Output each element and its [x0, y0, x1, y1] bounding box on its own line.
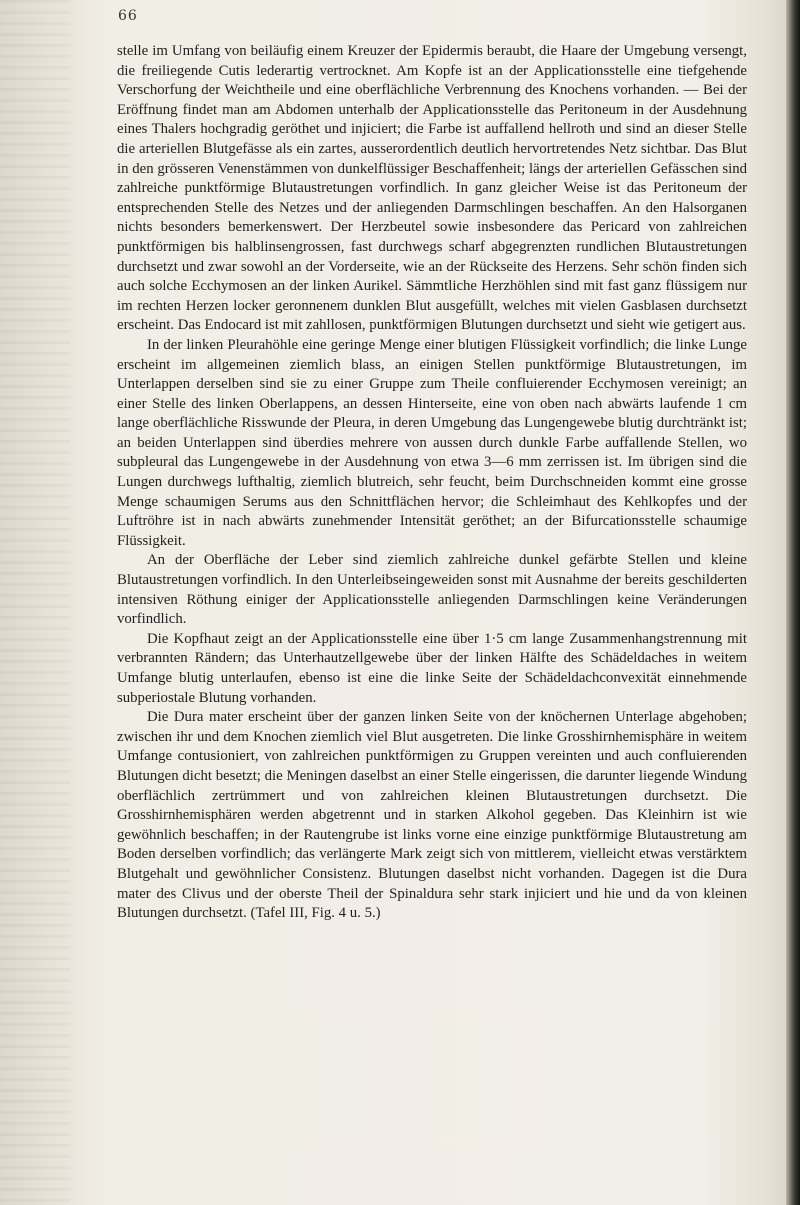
paragraph: Die Dura mater erscheint über der ganzen linken Seite von der knöchernen Unterlage abgehoben; zwischen ihr und dem Knochen ziemlich viel Blut ausgetreten. Die linke Grosshirnhemisphäre in weitem Umfange contusioniert, von zahlreichen punktförmigen zu Gruppen vereinten und auch confluierenden Blutungen dicht besetzt; die Meningen daselbst an einer Stelle eingerissen, die darunter liegende Windung oberflächlich zertrümmert und von zahlreichen kleinen Blutaustretungen durchsetzt. Die Grosshirnhemisphären werden abgetrennt und in starken Alkohol gegeben. Das Kleinhirn ist wie gewöhnlich beschaffen; in der Rautengrube ist links vorne eine einzige punktförmige Blutaustretung am Boden derselben vorfindlich; das verlängerte Mark zeigt sich von mittlerem, vielleicht etwas verstärktem Blutgehalt und gewöhnlicher Consistenz. Blutungen daselbst nicht vorhanden. Dagegen ist die Dura mater des Clivus und der oberste Theil der Spinaldura sehr stark injiciert und hie und da von kleinen Blutungen durchsetzt. (Tafel III, Fig. 4 u. 5.)	[117, 709, 747, 922]
page-edge-dark	[786, 0, 800, 1205]
paragraph: Die Kopfhaut zeigt an der Applicationsstelle eine über 1·5 cm lange Zusammenhangstrennung mit verbrannten Rändern; das Unterhautzellgewebe über der linken Hälfte des Schädeldaches in weitem Umfange blutig unterlaufen, ebenso ist eine die linke Seite der Schädeldachconvexität einnehmende subperiostale Blutung vorhanden.	[117, 630, 747, 706]
page-gutter-shadow	[0, 0, 70, 1205]
paragraph: An der Oberfläche der Leber sind ziemlich zahlreiche dunkel gefärbte Stellen und kleine Blutaustretungen vorfindlich. In den Unterleibseingeweiden sonst mit Ausnahme der bereits geschilderten intensiven Röthung einiger der Applicationsstelle anliegenden Darmschlingen keine Veränderungen vorfindlich.	[117, 552, 747, 628]
paragraph: In der linken Pleurahöhle eine geringe Menge einer blutigen Flüssigkeit vorfindlich; die linke Lunge erscheint im allgemeinen ziemlich blass, an einigen Stellen punktförmige Blutaustretungen, im Unterlappen derselben sind sie zu einer Gruppe zum Theile confluierender Ecchymosen vereinigt; an einer Stelle des linken Oberlappens, an dessen Hinterseite, eine von oben nach abwärts laufende 1 cm lange oberflächliche Risswunde der Pleura, in deren Umgebung das Lungengewebe blutig durchtränkt ist; an beiden Unterlappen sind überdies mehrere von aussen durch dunkle Farbe auffallende Stellen, wo subpleural das Lungengewebe in der Ausdehnung von etwa 3—6 mm zerrissen ist. Im übrigen sind die Lungen durchwegs lufthaltig, ziemlich blutreich, sehr feucht, beim Durchschneiden kommt eine grosse Menge schaumigen Serums aus den Schnittflächen hervor; die Schleimhaut des Kehlkopfes und der Luftröhre ist in nach abwärts zunehmender Intensität geröthet; an der Bifurcationsstelle schaumige Flüssigkeit.	[117, 336, 747, 549]
body-text	[117, 42, 747, 924]
paragraph: stelle im Umfang von beiläufig einem Kreuzer der Epidermis beraubt, die Haare der Umgebung versengt, die freiliegende Cutis lederartig vertrocknet. Am Kopfe ist an der Applicationsstelle eine tiefgehende Verschorfung der Weichtheile und eine oberflächliche Verbrennung des Knochens vorhanden. — Bei der Eröffnung findet man am Abdomen unterhalb der Applicationsstelle das Peritoneum in der Ausdehnung eines Thalers hochgradig geröthet und injiciert; die Farbe ist auffallend hellroth und sind an dieser Stelle die arteriellen Blutgefässe als ein zartes, ausserordentlich deutlich hervortretendes Netz sichtbar. Das Blut in den grösseren Venenstämmen von dunkelflüssiger Beschaffenheit; längs der arteriellen Gefässchen sind zahlreiche punktförmige Blutaustretungen vorfindlich. In ganz gleicher Weise ist das Peritoneum der entsprechenden Stelle des Netzes und der anliegenden Darmschlingen beschaffen. An den Halsorganen nichts besonders bemerkenswert. Der Herzbeutel sowie insbesondere das Pericard von zahlreichen punktförmigen bis halblinsengrossen, fast durchwegs scharf abgegrenzten rundlichen Blutaustretungen durchsetzt und zwar sowohl an der Vorderseite, wie an der Rückseite des Herzens. Sehr schön finden sich auch solche Ecchymosen an der linken Aurikel. Sämmtliche Herzhöhlen sind mit fast ganz flüssigem nur im rechten Herzen locker geronnenem dunklen Blut ausgefüllt, welches mit vielen Gasblasen durchsetzt erscheint. Das Endocard ist mit zahllosen, punktförmigen Blutungen durchsetzt und sieht wie getigert aus.	[117, 43, 747, 334]
page-number: 66	[118, 8, 138, 24]
